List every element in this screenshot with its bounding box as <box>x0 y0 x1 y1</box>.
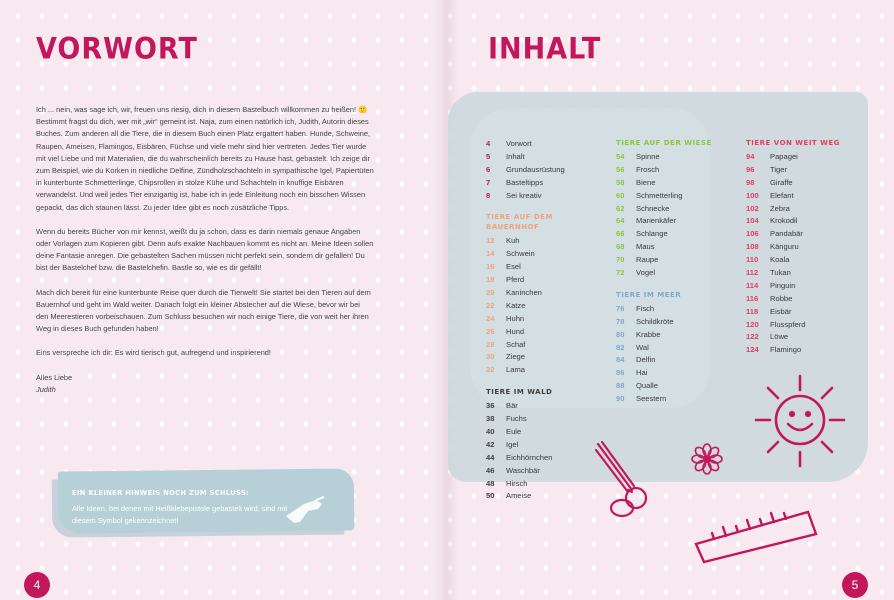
toc-entry[interactable] <box>746 344 866 357</box>
toc-entry[interactable] <box>746 306 866 319</box>
vorwort-closing: Alles Liebe <box>36 372 73 382</box>
section-title: TIERE AUF DER WIESE <box>616 139 712 147</box>
toc-entry[interactable] <box>486 400 606 413</box>
entry-title: Delfin <box>636 355 656 365</box>
toc-entry[interactable] <box>486 287 606 300</box>
page-num: 72 <box>616 268 625 278</box>
page-num: 38 <box>486 414 495 424</box>
toc-entry[interactable] <box>746 293 866 306</box>
toc-entry[interactable] <box>746 241 866 254</box>
page-num: 26 <box>486 326 495 336</box>
page-num: 80 <box>616 329 625 339</box>
entry-title: Biene <box>636 177 656 187</box>
page-num: 14 <box>486 249 495 259</box>
entry-title: Pferd <box>506 275 525 285</box>
entry-title: Pandabär <box>770 229 803 239</box>
toc-entry[interactable] <box>746 267 866 280</box>
toc-entry[interactable] <box>616 316 736 329</box>
entry-title: Spinne <box>636 152 660 161</box>
toc-column-1 <box>486 138 606 503</box>
toc-entry[interactable] <box>486 151 606 164</box>
page-num: 8 <box>486 190 491 200</box>
entry-title: Grundausrüstung <box>506 164 565 174</box>
page-num: 104 <box>746 216 759 226</box>
entry-title: Waschbär <box>506 465 540 475</box>
toc-entry[interactable] <box>486 261 606 274</box>
entry-title: Elefant <box>770 190 794 200</box>
entry-title: Katze <box>506 300 526 310</box>
page-num: 58 <box>616 177 625 187</box>
section-title: TIERE AUF DEM BAUERNHOF <box>486 213 553 232</box>
entry-title: Koala <box>770 255 790 265</box>
toc-entry[interactable] <box>486 478 606 491</box>
toc-entry[interactable] <box>486 190 606 203</box>
entry-title: Schmetterling <box>636 190 683 200</box>
entry-title: Krabbe <box>636 329 661 339</box>
entry-title: Schwein <box>506 249 535 259</box>
toc-entry[interactable] <box>486 339 606 352</box>
toc-bauernhof-section <box>486 212 606 377</box>
toc-entry[interactable] <box>616 329 736 342</box>
page-num: 68 <box>616 242 625 252</box>
page-num: 116 <box>746 293 759 303</box>
toc-entry[interactable] <box>486 164 606 177</box>
toc-entry[interactable] <box>746 319 866 332</box>
toc-entry[interactable] <box>486 490 606 503</box>
entry-title: Seestern <box>636 394 667 404</box>
entry-title: Igel <box>506 439 519 449</box>
toc-intro-section <box>486 138 606 202</box>
entry-title: Schildkröte <box>636 316 674 326</box>
toc-entry[interactable] <box>616 342 736 355</box>
page-num: 84 <box>616 355 625 365</box>
entry-title: Tiger <box>770 164 788 174</box>
entry-title: Schlange <box>636 229 668 239</box>
page-num: 124 <box>746 345 759 355</box>
entry-title: Flusspferd <box>770 319 806 329</box>
entry-title: Fuchs <box>506 414 527 424</box>
scissors-icon <box>592 440 664 522</box>
inhalt-heading: INHALT <box>488 32 602 67</box>
page-num: 100 <box>746 190 759 200</box>
page-num: 50 <box>486 491 495 501</box>
page-num: 48 <box>486 478 495 488</box>
entry-title: Löwe <box>770 332 789 342</box>
vorwort-paragraph-3: Mach dich bereit für eine kunterbunte Reise quer durch die Tierwelt! Sie startet bei den Tieren auf dem Bauernhof und geht im Wald weiter. Danach folgt ein kleiner Abstecher auf die Wiese, bevor wir bei den Meerestieren vorbeischauen. Zum Schluss besuchen wir noch einige Tiere, die von weit her ihren Weg in dieses Buch gefunden haben! <box>36 287 371 334</box>
glue-gun-icon <box>282 496 326 526</box>
sun-icon <box>748 372 848 472</box>
toc-entry[interactable] <box>616 164 736 177</box>
page-num: 118 <box>746 306 759 316</box>
page-num: 108 <box>746 242 759 252</box>
page-num: 120 <box>746 319 759 329</box>
section-title: TIERE IM WALD <box>486 388 553 397</box>
page-num: 36 <box>486 401 495 411</box>
page-num: 30 <box>486 352 495 362</box>
vorwort-text <box>36 104 374 396</box>
page-number-left: 4 <box>24 572 50 598</box>
toc-entry[interactable] <box>486 300 606 313</box>
entry-title: Sei kreativ <box>506 190 542 200</box>
page-num: 42 <box>486 439 495 449</box>
page-num: 114 <box>746 280 759 290</box>
page-num: 122 <box>746 332 759 342</box>
page-number-right: 5 <box>842 572 868 598</box>
toc-entry[interactable] <box>746 331 866 344</box>
section-title: TIERE VON WEIT WEG <box>746 139 840 147</box>
page-num: 24 <box>486 313 495 323</box>
toc-entry[interactable] <box>746 164 866 177</box>
vorwort-paragraph-2: Wenn du bereits Bücher von mir kennst, weißt du ja schon, dass es darin niemals genaue Angaben oder Vorlagen zum Kopieren gibt. Denn aufs exakte Nachbauen kommt es nicht an. Meine Ideen sollen deine Fantasie anregen. Die gebastelten Sachen müssen nicht perfekt sein, sondern dir gefallen! Du bist der Bastelchef bzw. die Bastelchefin. Bastle so, wie es dir gefällt! <box>36 226 374 273</box>
toc-entry[interactable] <box>616 215 736 228</box>
entry-title: Raupe <box>636 255 659 265</box>
entry-title: Schnecke <box>636 203 670 213</box>
entry-title: Vogel <box>636 268 656 278</box>
page-num: 40 <box>486 427 495 437</box>
toc-entry[interactable] <box>746 190 866 203</box>
toc-entry[interactable] <box>616 241 736 254</box>
page-num: 5 <box>486 151 491 161</box>
toc-entry[interactable] <box>486 326 606 339</box>
entry-title: Flamingo <box>770 345 802 355</box>
toc-entry[interactable] <box>616 151 736 164</box>
toc-entry[interactable] <box>746 151 866 164</box>
toc-entry[interactable] <box>616 380 736 393</box>
toc-entry[interactable] <box>616 393 736 406</box>
page-num: 32 <box>486 365 495 375</box>
toc-entry[interactable] <box>746 203 866 216</box>
page-num: 86 <box>616 368 625 378</box>
section-title: TIERE IM MEER <box>616 290 682 299</box>
page-num: 46 <box>486 465 495 475</box>
entry-title: Vorwort <box>506 139 532 148</box>
page-num: 90 <box>616 394 625 404</box>
toc-column-2 <box>616 138 736 406</box>
page-num: 70 <box>616 255 625 265</box>
entry-title: Hirsch <box>506 478 528 488</box>
toc-entry[interactable] <box>486 426 606 439</box>
entry-title: Bär <box>506 401 518 411</box>
toc-entry[interactable] <box>486 413 606 426</box>
vorwort-signature: Judith <box>36 384 56 394</box>
flower-icon <box>690 442 724 476</box>
hint-text: Alle Ideen, bei denen mit Heißklebepistole gebastelt wird, sind mit diesem Symbol gekennzeichnet! <box>72 504 288 525</box>
toc-entry[interactable] <box>746 228 866 241</box>
entry-title: Ziege <box>506 352 525 362</box>
toc-entry[interactable] <box>486 439 606 452</box>
toc-entry[interactable] <box>616 303 736 316</box>
entry-title: Hund <box>506 326 525 336</box>
entry-title: Robbe <box>770 293 793 303</box>
toc-entry[interactable] <box>486 452 606 465</box>
toc-entry[interactable] <box>486 313 606 326</box>
toc-entry[interactable] <box>486 274 606 287</box>
toc-entry[interactable] <box>746 177 866 190</box>
page-num: 28 <box>486 339 495 349</box>
page-num: 64 <box>616 216 625 226</box>
entry-title: Hai <box>636 368 648 378</box>
page-num: 6 <box>486 164 491 174</box>
page-num: 106 <box>746 229 759 239</box>
entry-title: Giraffe <box>770 177 793 187</box>
entry-title: Känguru <box>770 242 799 252</box>
entry-title: Eule <box>506 427 522 437</box>
page-num: 102 <box>746 203 759 213</box>
toc-entry[interactable] <box>746 215 866 228</box>
entry-title: Pinguin <box>770 280 796 290</box>
entry-title: Qualle <box>636 381 658 391</box>
toc-entry[interactable] <box>616 203 736 216</box>
toc-entry[interactable] <box>616 228 736 241</box>
vorwort-paragraph-1: Ich ... nein, was sage ich, wir, freuen uns riesig, dich in diesem Bastelbuch willkommen zu heißen! 🙂 Bestimmt fragst du dich, wer mit „wir“ gemeint ist. Naja, zum einen natürlich ich, Judith, Autorin dieses Buches. Zum anderen all die Tiere, die in diesem Buch einen Platz ergattert haben. Hunde, Schweine, Raupen, Ameisen, Flamingos, Eisbären, Füchse und viele mehr sind hier vertreten. Jedes Tier wurde mit viel Liebe und mit Materialien, die du wahrscheinlich bereits zu Hause hast, gebastelt. Ich zeige dir zum Beispiel, wie du Korken in niedliche Delfine, Zündholzschachteln in sympathische Igel, Papiertüten in kunterbunte Schmetterlinge, Chipsrollen in stolze Kühe und Schachteln in knuffige Eisbären verwandelst. Und weil jedes Tier einzigartig ist, habe ich in jede Einleitung noch ein bisschen Wissen gepackt, das dich staunen lässt. Zu jeder Idee gibt es noch zusätzliche Tipps. <box>36 105 374 212</box>
toc-meer-section <box>616 290 736 406</box>
entry-title: Ameise <box>506 491 532 501</box>
page-num: 60 <box>616 190 625 200</box>
hint-title: EIN KLEINER HINWEIS NOCH ZUM SCHLUSS: <box>72 489 250 497</box>
toc-entry[interactable] <box>616 367 736 380</box>
entry-title: Basteltipps <box>506 177 544 187</box>
entry-title: Inhalt <box>506 151 525 161</box>
page-num: 12 <box>486 236 495 246</box>
entry-title: Frosch <box>636 164 660 174</box>
entry-title: Zebra <box>770 203 790 213</box>
page-num: 56 <box>616 164 625 174</box>
entry-title: Esel <box>506 262 521 272</box>
entry-title: Maus <box>636 242 655 252</box>
page-num: 88 <box>616 381 625 391</box>
toc-entry[interactable] <box>486 364 606 377</box>
toc-entry[interactable] <box>486 351 606 364</box>
entry-title: Eisbär <box>770 306 792 316</box>
entry-title: Wal <box>636 342 649 352</box>
toc-entry[interactable] <box>486 235 606 248</box>
page-num: 22 <box>486 300 495 310</box>
toc-entry[interactable] <box>486 177 606 190</box>
toc-entry[interactable] <box>746 280 866 293</box>
toc-entry[interactable] <box>616 267 736 280</box>
page-num: 18 <box>486 275 495 285</box>
toc-entry[interactable] <box>616 177 736 190</box>
toc-entry[interactable] <box>616 354 736 367</box>
page-num: 96 <box>746 164 755 174</box>
vorwort-heading: VORWORT <box>36 32 198 67</box>
page-num: 78 <box>616 316 625 326</box>
vorwort-paragraph-4: Eins verspreche ich dir: Es wird tierisch gut, aufregend und inspirierend! <box>36 348 271 358</box>
page-num: 4 <box>486 139 491 148</box>
entry-title: Fisch <box>636 303 655 313</box>
page-num: 44 <box>486 452 495 462</box>
entry-title: Huhn <box>506 313 525 323</box>
toc-column-3 <box>746 138 866 357</box>
entry-title: Papagei <box>770 152 798 161</box>
entry-title: Tukan <box>770 268 791 278</box>
toc-wiese-section <box>616 138 736 280</box>
toc-entry[interactable] <box>746 254 866 267</box>
page-num: 62 <box>616 203 625 213</box>
page-num: 110 <box>746 255 759 265</box>
toc-entry[interactable] <box>486 465 606 478</box>
toc-wald-section <box>486 387 606 503</box>
page-num: 112 <box>746 268 759 278</box>
toc-entry[interactable] <box>486 138 606 151</box>
entry-title: Schaf <box>506 339 526 349</box>
entry-title: Kuh <box>506 236 520 246</box>
entry-title: Krokodil <box>770 216 798 226</box>
page-num: 54 <box>616 152 625 161</box>
toc-entry[interactable] <box>486 248 606 261</box>
entry-title: Eichhörnchen <box>506 452 553 462</box>
toc-entry[interactable] <box>616 190 736 203</box>
entry-title: Kaninchen <box>506 288 542 298</box>
page-num: 66 <box>616 229 625 239</box>
page-num: 16 <box>486 262 495 272</box>
toc-weit-weg-section <box>746 138 866 357</box>
toc-entry[interactable] <box>616 254 736 267</box>
entry-title: Marienkäfer <box>636 216 677 226</box>
page-num: 94 <box>746 152 755 161</box>
ruler-icon <box>690 506 820 564</box>
page-num: 76 <box>616 303 625 313</box>
page-num: 98 <box>746 177 755 187</box>
page-num: 20 <box>486 288 495 298</box>
page-num: 7 <box>486 177 491 187</box>
entry-title: Lama <box>506 365 525 375</box>
page-num: 82 <box>616 342 625 352</box>
